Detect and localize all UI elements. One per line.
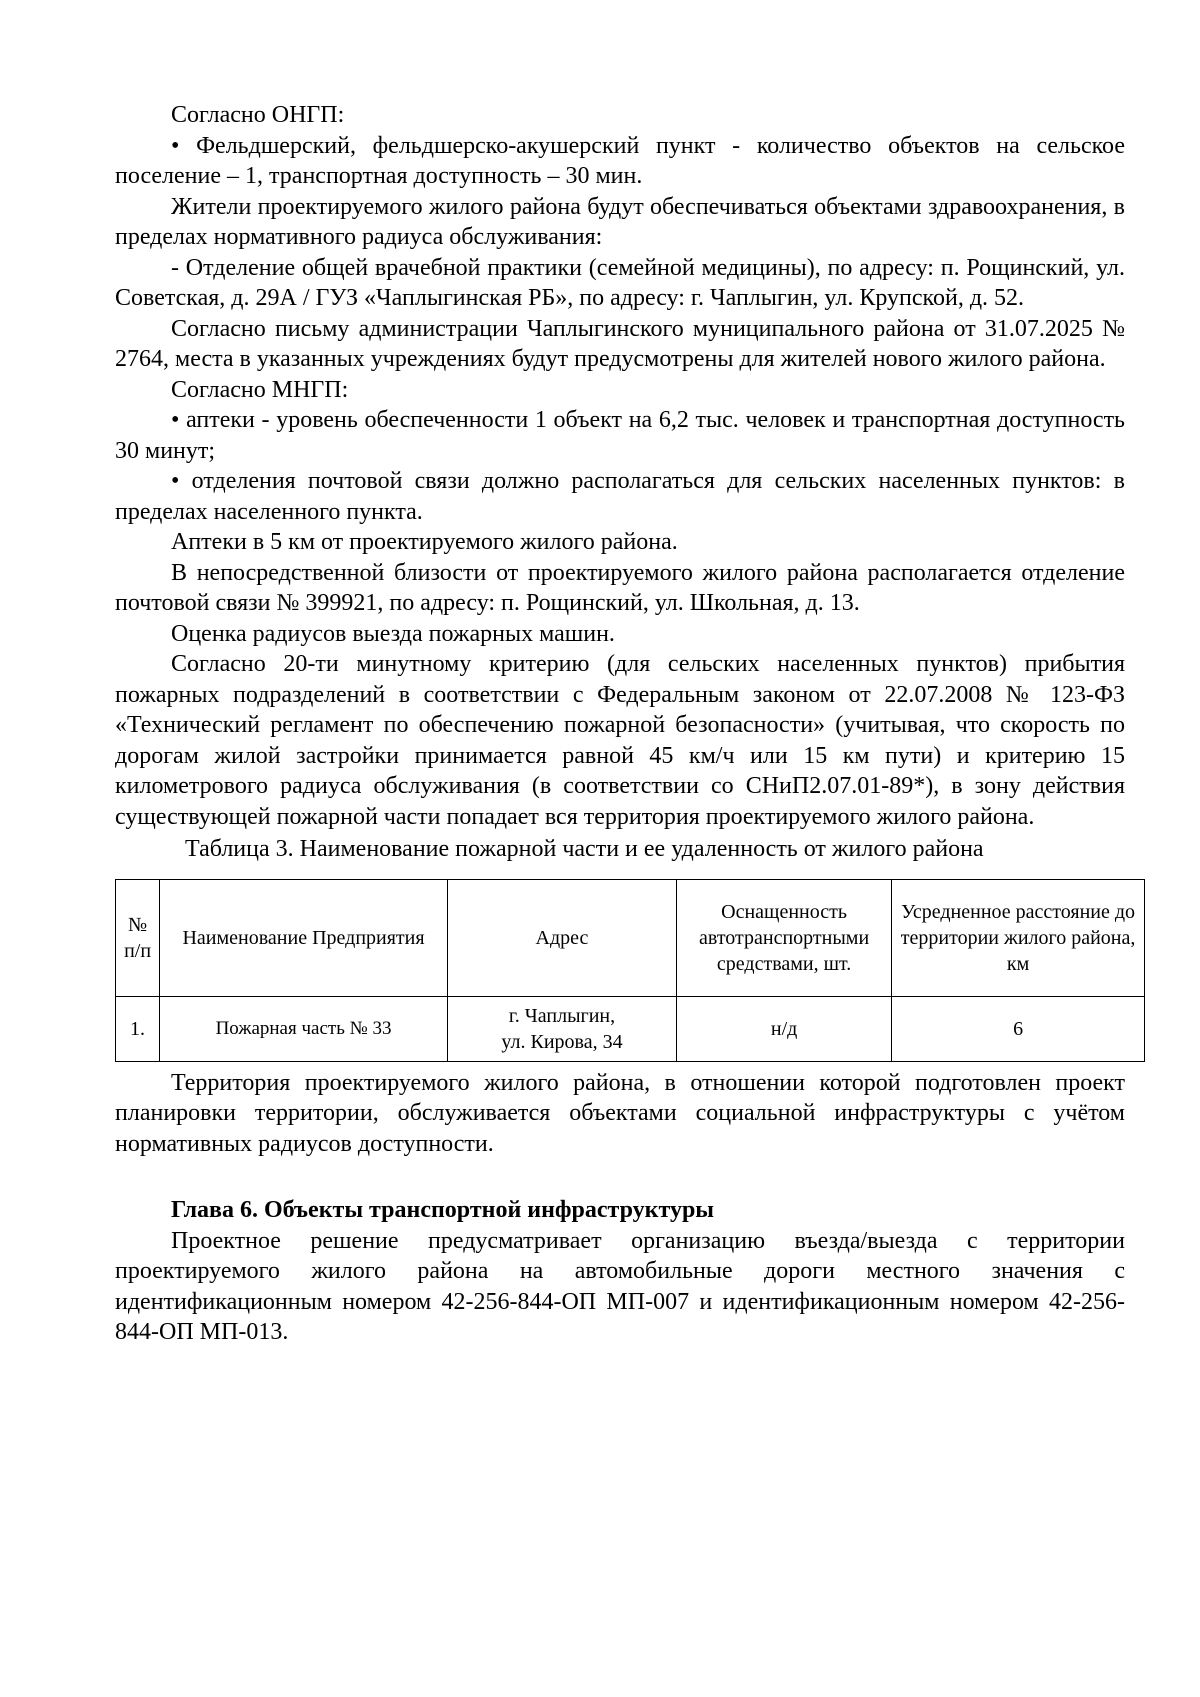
cell-distance: 6 [892,996,1145,1061]
paragraph: • Фельдшерский, фельдшерско-акушерский пункт - количество объектов на сельское поселение – 1, транспортная доступность – 30 мин. [115,132,1125,189]
header-equipment: Оснащенность автотранспортными средствами, шт. [676,879,891,996]
address-line2: ул. Кирова, 34 [501,1030,623,1053]
paragraph: Территория проектируемого жилого района, в отношении которой подготовлен проект планировки территории, обслуживается объектами социальной инфраструктуры с учётом нормативных радиусов доступности. [115,1069,1125,1157]
address-line1: г. Чаплыгин, [508,1004,616,1027]
table-row [116,996,1145,1061]
header-num: № п/п [116,879,160,996]
paragraph: Жители проектируемого жилого района будут обеспечиваться объектами здравоохранения, в пределах нормативного радиуса обслуживания: [115,193,1125,250]
table-header-row [116,879,1145,996]
cell-num: 1. [116,996,160,1061]
header-address: Адрес [447,879,676,996]
table-caption: Таблица 3. Наименование пожарной части и ее удаленность от жилого района [185,836,984,862]
header-distance: Усредненное расстояние до территории жилого района, км [892,879,1145,996]
paragraph: Оценка радиусов выезда пожарных машин. [171,620,615,647]
chapter-paragraph: Проектное решение предусматривает организацию въезда/выезда с территории проектируемого жилого района на автомобильные дороги местного значения с идентификационным номером 42-256-844-ОП МП-007 и идентификационным номером 42-256-844-ОП МП-013. [115,1227,1125,1345]
paragraph: Согласно 20-ти минутному критерию (для сельских населенных пунктов) прибытия пожарных подразделений в соответствии с Федеральным законом от 22.07.2008 № 123-ФЗ «Технический регламент по обеспечению пожарной безопасности» (учитывая, что скорость по дорогам жилой застройки принимается равной 45 км/ч или 15 км пути) и критерию 15 километрового радиуса обслуживания (в соответствии со СНиП2.07.01-89*), в зону действия существующей пожарной части попадает вся территория проектируемого жилого района. [115,651,1125,830]
chapter-title: Глава 6. Объекты транспортной инфраструктуры [171,1197,715,1223]
paragraph: Согласно ОНГП: [171,102,345,128]
cell-name: Пожарная часть № 33 [160,996,448,1061]
cell-address [447,996,676,1061]
paragraph: В непосредственной близости от проектируемого жилого района располагается отделение почтовой связи № 399921, по адресу: п. Рощинский, ул. Школьная, д. 13. [115,559,1125,616]
paragraph: - Отделение общей врачебной практики (семейной медицины), по адресу: п. Рощинский, ул. Советская, д. 29А / ГУЗ «Чаплыгинская РБ», по адресу: г. Чаплыгин, ул. Крупской, д. 52. [115,254,1125,311]
paragraph: Согласно письму администрации Чаплыгинского муниципального района от 31.07.2025 № 2764, места в указанных учреждениях будут предусмотрены для жителей нового жилого района. [115,315,1125,372]
paragraph: Аптеки в 5 км от проектируемого жилого района. [171,529,678,555]
header-name: Наименование Предприятия [160,879,448,996]
fire-station-table [115,879,1145,1062]
paragraph: Согласно МНГП: [171,376,349,403]
paragraph: • аптеки - уровень обеспеченности 1 объект на 6,2 тыс. человек и транспортная доступность 30 минут; [115,407,1125,464]
cell-equipment: н/д [676,996,891,1061]
paragraph: • отделения почтовой связи должно располагаться для сельских населенных пунктов: в пределах населенного пункта. [115,468,1125,525]
